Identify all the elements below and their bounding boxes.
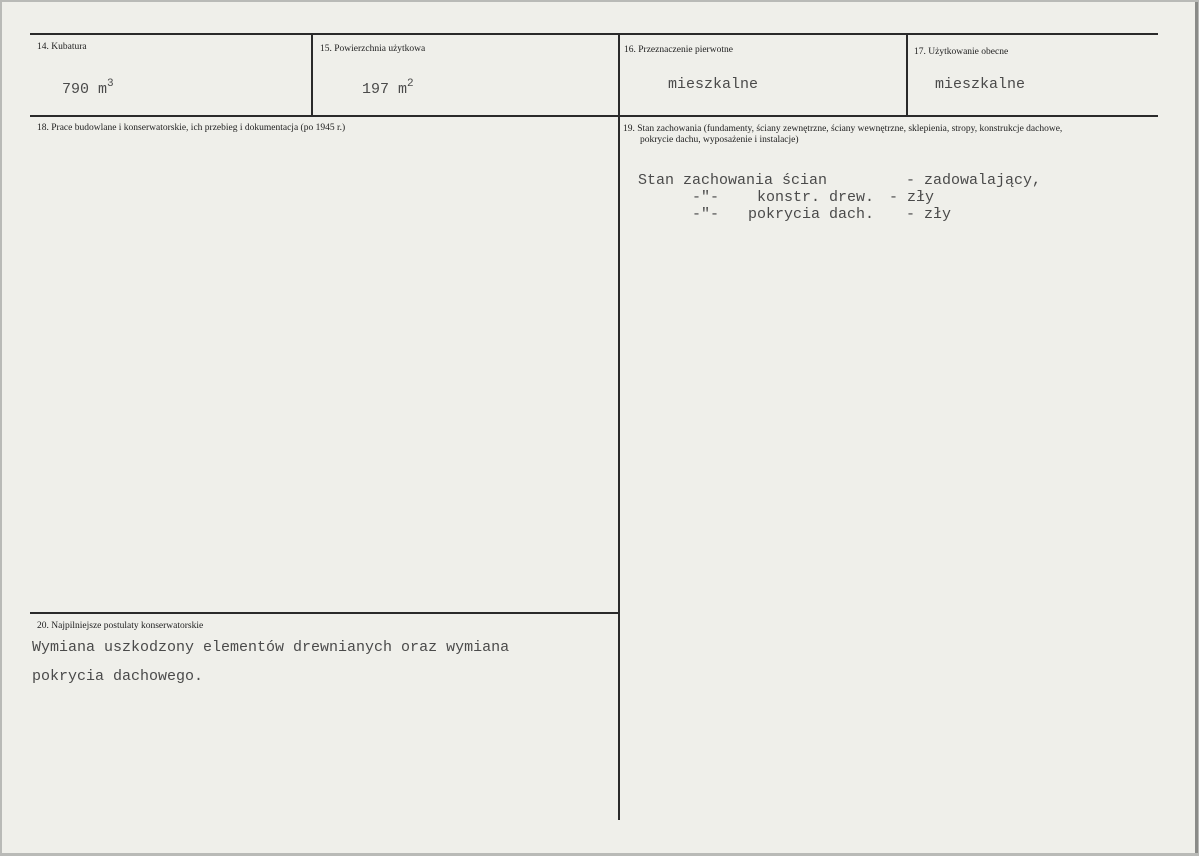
condition-item-wood: konstr. drew. (757, 189, 875, 206)
field20-top-rule (30, 612, 619, 614)
field16-label: 16. Przeznaczenie pierwotne (624, 45, 733, 55)
field20-label: 20. Najpilniejsze postulaty konserwatorskie (37, 621, 204, 631)
field14-number: 790 m (62, 81, 108, 98)
top-rule (30, 33, 1158, 35)
condition-status-wood: - zły (889, 189, 935, 206)
field15-number: 197 m (362, 81, 408, 98)
condition-status-roof: - zły (906, 206, 952, 223)
condition-ditto-2: -"- (692, 206, 720, 223)
field19-label-line2: pokrycie dachu, wyposażenie i instalacje) (640, 135, 799, 145)
field20-text-line1: Wymiana uszkodzony elementów drewnianych oraz wymiana (32, 639, 510, 656)
field14-exponent: 3 (107, 78, 114, 90)
divider-14-15 (311, 33, 313, 117)
condition-ditto-1: -"- (692, 189, 720, 206)
field14-value (62, 75, 114, 99)
field15-label: 15. Powierzchnia użytkowa (320, 44, 426, 54)
divider-16-17 (906, 33, 908, 117)
condition-status-walls: - zadowalający, (906, 172, 1042, 189)
row1-bottom-rule (30, 115, 1158, 117)
field20-text-line2: pokrycia dachowego. (32, 668, 204, 685)
field17-value: mieszkalne (935, 76, 1026, 93)
main-vertical-divider (618, 33, 620, 820)
condition-item-roof: pokrycia dach. (748, 206, 875, 223)
field15-value (362, 75, 414, 99)
field14-label: 14. Kubatura (37, 42, 87, 52)
field19-label-line1: 19. Stan zachowania (fundamenty, ściany zewnętrzne, ściany wewnętrzne, sklepienia, stropy, konstrukcje dachowe, (623, 124, 1063, 134)
registry-card (2, 2, 1198, 853)
field16-value: mieszkalne (668, 76, 759, 93)
field15-exponent: 2 (407, 78, 414, 90)
field17-label: 17. Użytkowanie obecne (914, 47, 1009, 57)
condition-item-walls: Stan zachowania ścian (638, 172, 828, 189)
field18-label: 18. Prace budowlane i konserwatorskie, ich przebieg i dokumentacja (po 1945 r.) (37, 123, 346, 133)
